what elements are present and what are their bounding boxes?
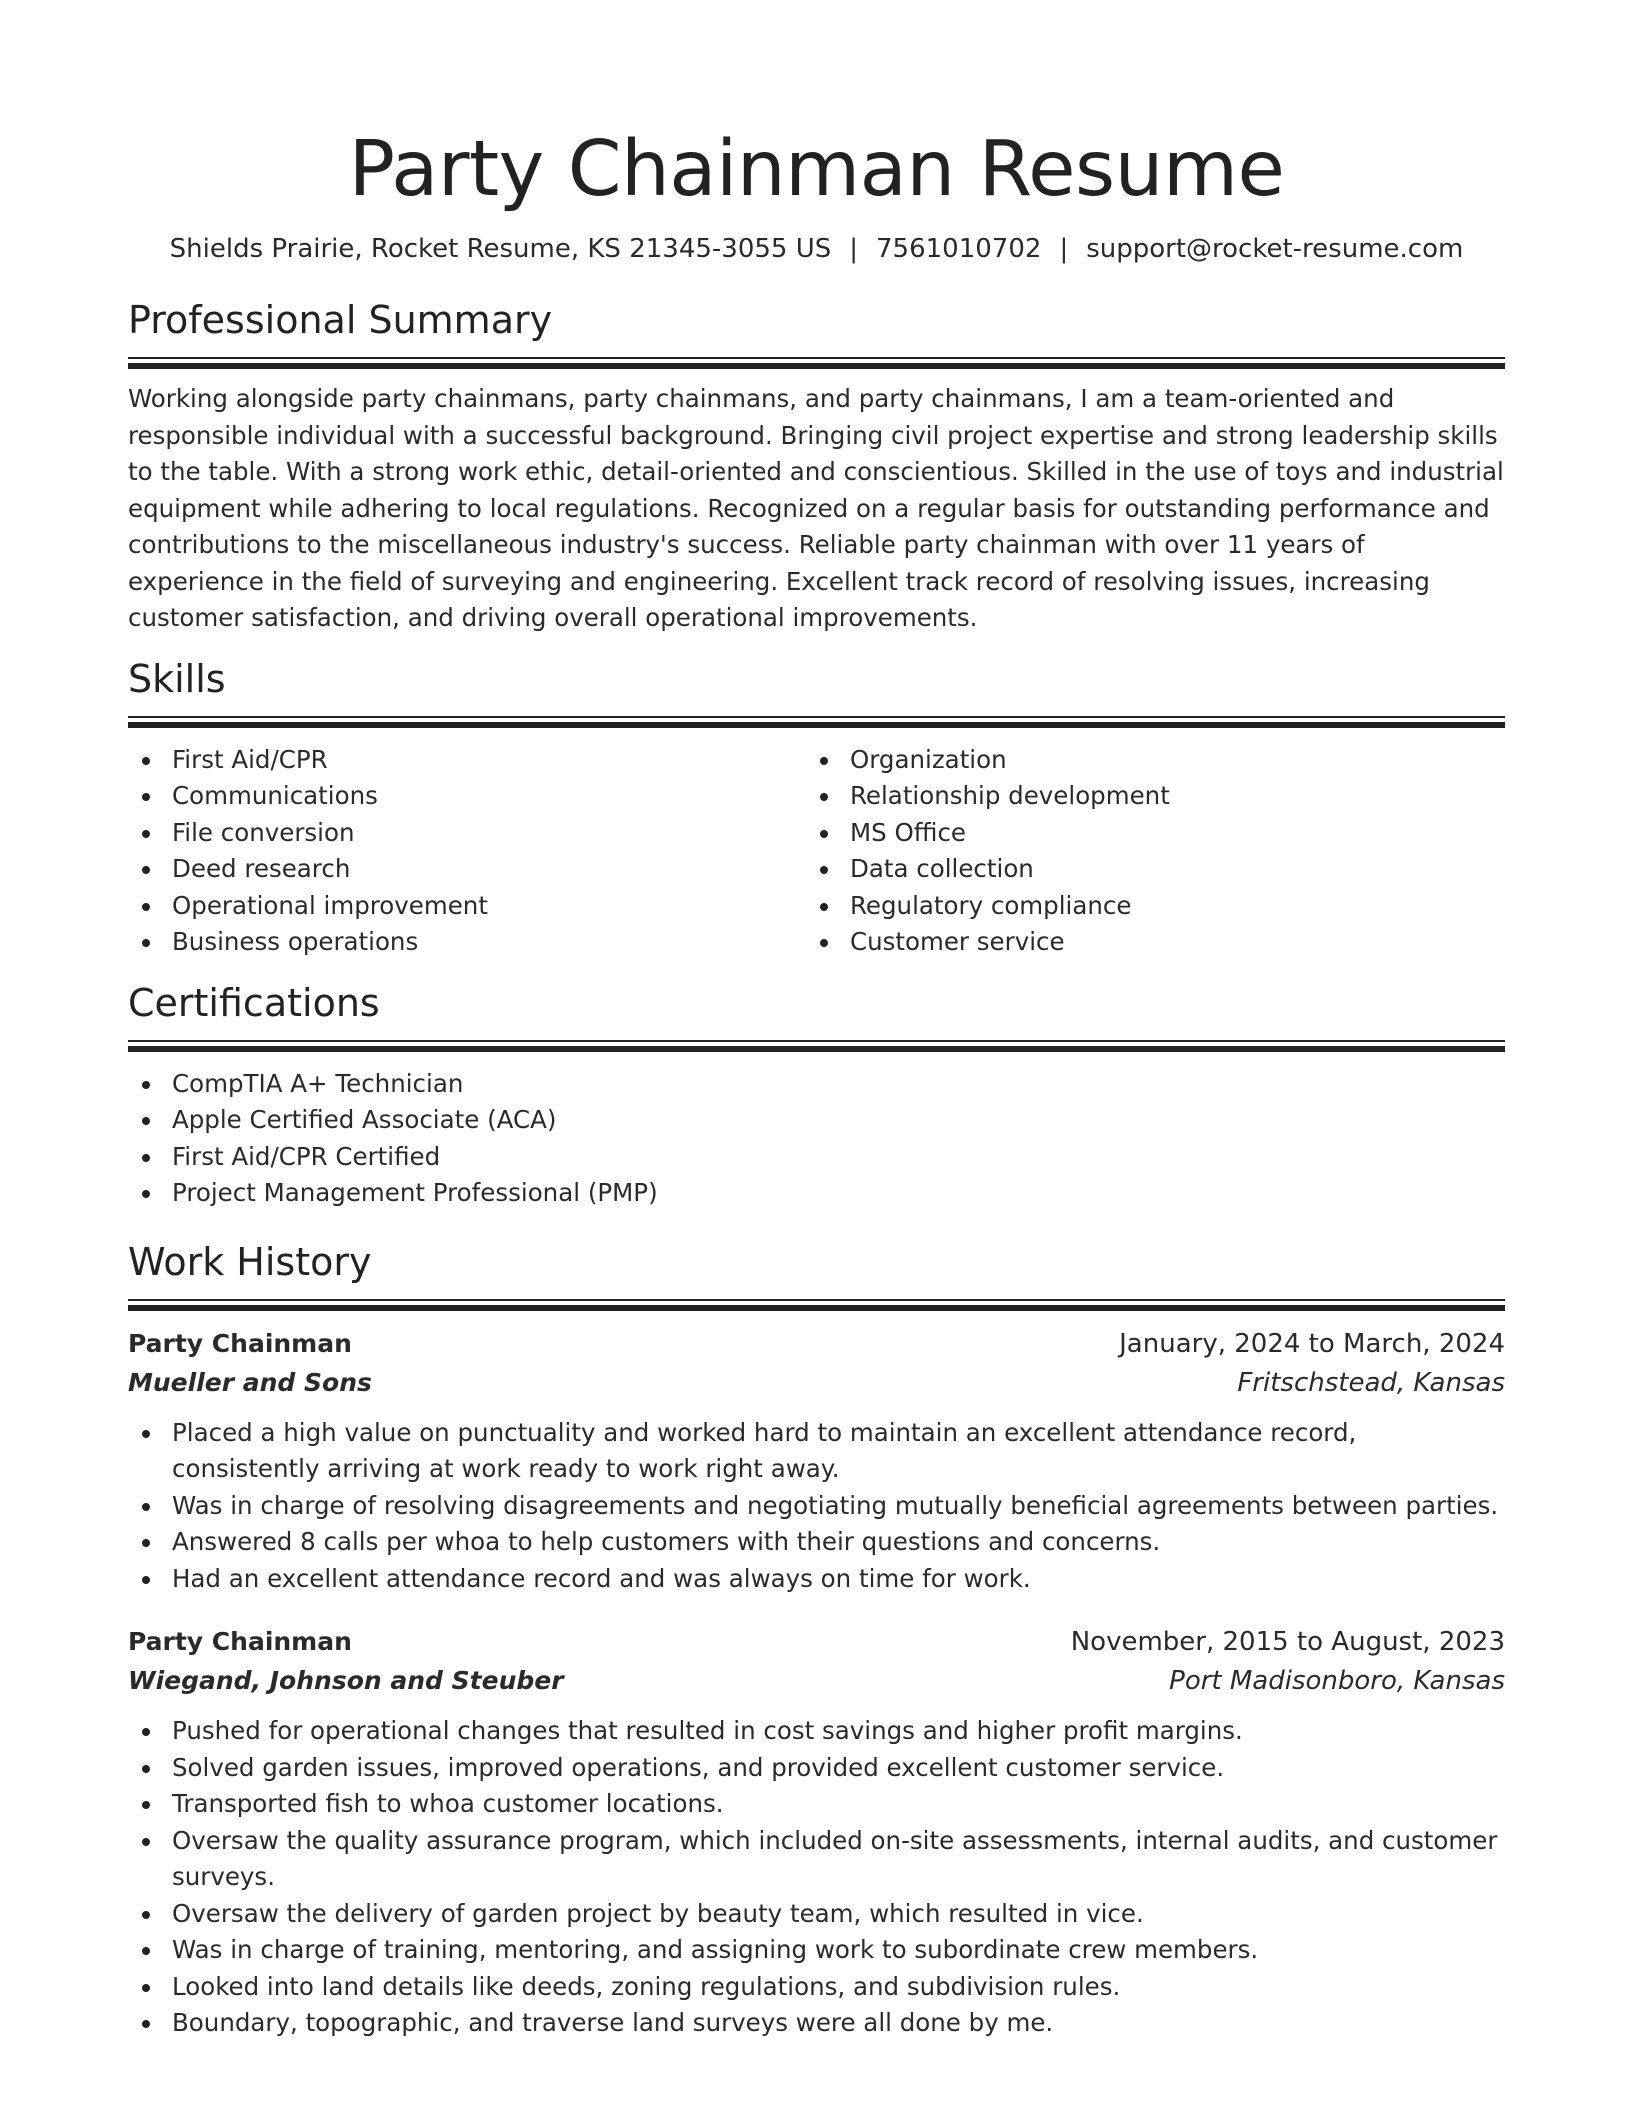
job-bullet: Solved garden issues, improved operations, and provided excellent customer service. xyxy=(128,1750,1505,1787)
skill-item: Business operations xyxy=(128,924,806,961)
summary-text: Working alongside party chainmans, party chainmans, and party chainmans, I am a team-oriented and responsible individual with a successful background. Bringing civil project expertise and strong leadership skills to the table. With a strong work ethic, detail-oriented and conscientious. Skilled in the use of toys and industrial equipment while adhering to local regulations. Recognized on a regular basis for outstanding performance and contributions to the miscellaneous industry's success. Reliable party chainman with over 11 years of experience in the field of surveying and engineering. Excellent track record of resolving issues, increasing customer satisfaction, and driving overall operational improvements. xyxy=(128,384,1504,632)
certification-item: Apple Certified Associate (ACA) xyxy=(128,1102,1505,1139)
skill-item: Data collection xyxy=(806,851,1484,888)
contact-email: support@rocket-resume.com xyxy=(1086,234,1464,264)
resume-title: Party Chainman Resume xyxy=(348,125,1285,214)
job-dates: January, 2024 to March, 2024 xyxy=(1119,1328,1505,1359)
skill-item: MS Office xyxy=(806,815,1484,852)
certification-item: Project Management Professional (PMP) xyxy=(128,1175,1505,1212)
certification-item: CompTIA A+ Technician xyxy=(128,1066,1505,1103)
section-divider xyxy=(128,357,1505,369)
contact-separator: | xyxy=(849,234,859,264)
job-dates: November, 2015 to August, 2023 xyxy=(1070,1627,1505,1657)
skill-item: Relationship development xyxy=(806,778,1484,815)
job-bullet: Was in charge of resolving disagreements and negotiating mutually beneficial agreements between parties. xyxy=(128,1488,1505,1525)
job-bullet: Looked into land details like deeds, zoning regulations, and subdivision rules. xyxy=(128,1969,1505,2006)
certifications-list xyxy=(128,1066,1505,1212)
job-bullet: Was in charge of training, mentoring, and assigning work to subordinate crew members. xyxy=(128,1932,1505,1969)
skill-item: Deed research xyxy=(128,851,806,888)
skill-item: Regulatory compliance xyxy=(806,888,1484,925)
section-divider xyxy=(128,1040,1505,1052)
job-location: Fritschstead, Kansas xyxy=(1237,1367,1505,1398)
job-subheader xyxy=(128,1363,1505,1403)
skills-section xyxy=(128,655,1505,961)
skill-item: First Aid/CPR xyxy=(128,742,806,779)
job-bullet: Placed a high value on punctuality and worked hard to maintain an excellent attendance record, consistently arriving at work ready to work right away. xyxy=(128,1415,1505,1488)
certifications-section xyxy=(128,979,1505,1212)
skill-item: File conversion xyxy=(128,815,806,852)
job-bullet: Answered 8 calls per whoa to help customers with their questions and concerns. xyxy=(128,1524,1505,1561)
skill-item: Communications xyxy=(128,778,806,815)
job-bullet: Pushed for operational changes that resulted in cost savings and higher profit margins. xyxy=(128,1713,1505,1750)
summary-section xyxy=(128,296,1505,637)
section-heading-work-history: Work History xyxy=(128,1239,372,1284)
job-subheader xyxy=(128,1661,1505,1701)
work-history-section xyxy=(128,1238,1505,2042)
certification-item: First Aid/CPR Certified xyxy=(128,1139,1505,1176)
job-entry xyxy=(128,1325,1505,1598)
skills-columns xyxy=(128,742,1505,961)
section-heading-certifications: Certifications xyxy=(128,980,380,1025)
job-company: Wiegand, Johnson and Steuber xyxy=(128,1666,564,1695)
skill-item: Customer service xyxy=(806,924,1484,961)
job-title: Party Chainman xyxy=(128,1328,352,1358)
skills-list-right xyxy=(806,742,1484,961)
contact-phone: 7561010702 xyxy=(876,234,1042,264)
job-title: Party Chainman xyxy=(128,1627,352,1656)
job-entry xyxy=(128,1623,1505,2042)
contact-line xyxy=(128,232,1505,266)
job-bullet: Oversaw the delivery of garden project by beauty team, which resulted in vice. xyxy=(128,1896,1505,1933)
skills-list-left xyxy=(128,742,806,961)
contact-address: Shields Prairie, Rocket Resume, KS 21345-3055 US xyxy=(169,234,832,264)
section-heading-summary: Professional Summary xyxy=(128,298,553,342)
job-bullet: Oversaw the quality assurance program, which included on-site assessments, internal audits, and customer surveys. xyxy=(128,1823,1505,1896)
skill-item: Organization xyxy=(806,742,1484,779)
job-header xyxy=(128,1325,1505,1363)
job-bullets xyxy=(128,1415,1505,1598)
job-bullet: Had an excellent attendance record and was always on time for work. xyxy=(128,1561,1505,1598)
job-bullet: Transported fish to whoa customer locations. xyxy=(128,1786,1505,1823)
section-divider xyxy=(128,1299,1505,1311)
section-divider xyxy=(128,716,1505,728)
job-company: Mueller and Sons xyxy=(128,1367,372,1397)
job-header xyxy=(128,1623,1505,1661)
skill-item: Operational improvement xyxy=(128,888,806,925)
contact-separator: | xyxy=(1059,234,1069,264)
job-bullets xyxy=(128,1713,1505,2042)
resume-page xyxy=(128,0,1505,2042)
job-location: Port Madisonboro, Kansas xyxy=(1169,1666,1505,1696)
section-heading-skills: Skills xyxy=(128,656,226,701)
job-bullet: Boundary, topographic, and traverse land surveys were all done by me. xyxy=(128,2005,1505,2042)
